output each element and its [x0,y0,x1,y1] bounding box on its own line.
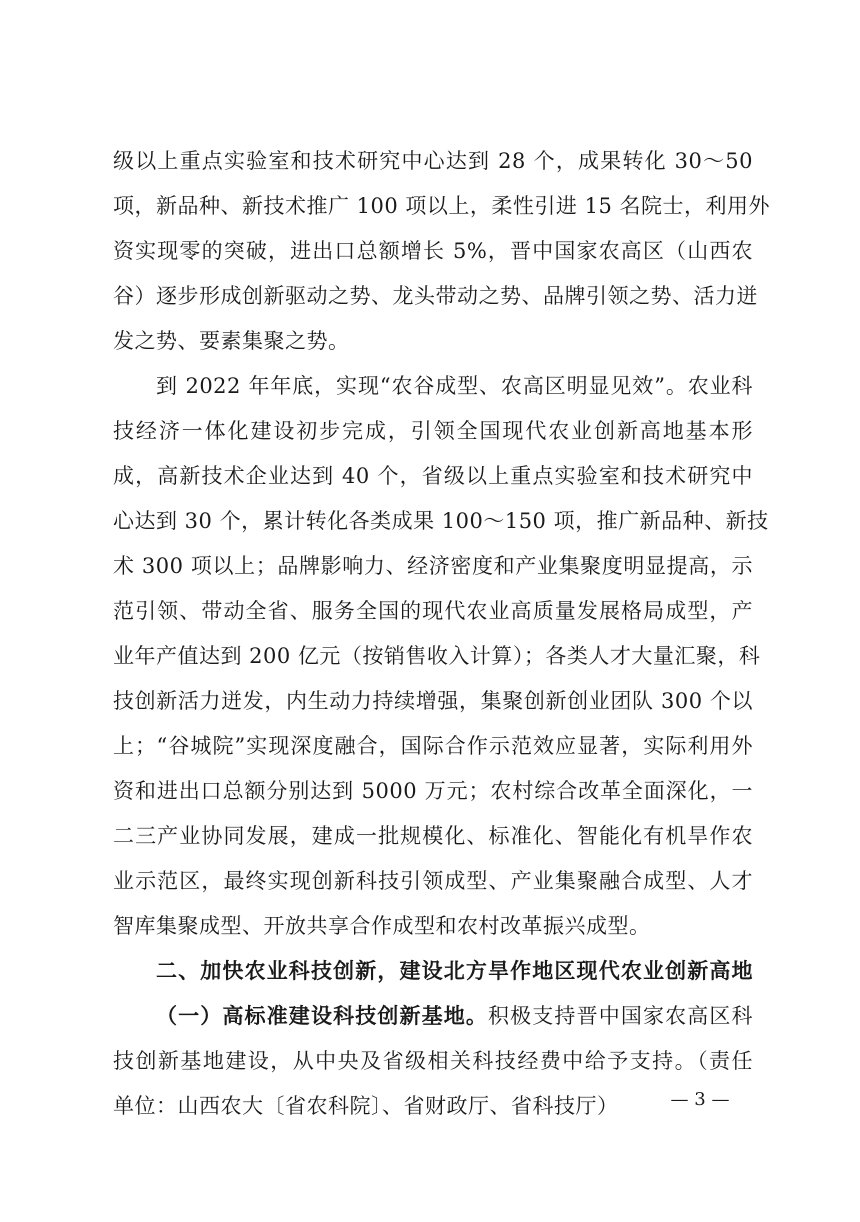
text-line: 单位：山西农大〔省农科院〕、省财政厅、省科技厅） [113,1094,619,1118]
subsection-title: （一）高标准建设科技创新基地。 [156,1004,489,1028]
text-line: 到 2022 年年底，实现“农谷成型、农高区明显见效”。农业科 [156,374,753,398]
text-line: 资和进出口总额分别达到 5000 万元；农村综合改革全面深化，一 [113,779,753,803]
text-line: 智库集聚成型、开放共享合作成型和农村改革振兴成型。 [113,914,651,938]
text-line: 业年产值达到 200 亿元（按销售收入计算）；各类人才大量汇聚，科 [113,644,761,668]
text-line [156,1001,753,1031]
text-line: 技创新活力迸发，内生动力持续增强，集聚创新创业团队 300 个以 [113,689,753,713]
text-line: 二三产业协同发展，建成一批规模化、标准化、智能化有机旱作农 [113,824,753,848]
text-line: 资实现零的突破，进出口总额增长 5%，晋中国家农高区（山西农 [113,239,753,263]
text-line: 术 300 项以上；品牌影响力、经济密度和产业集聚度明显提高，示 [113,554,753,578]
text-line: 技经济一体化建设初步完成，引领全国现代农业创新高地基本形 [113,419,753,443]
text-line: 心达到 30 个，累计转化各类成果 100～150 项，推广新品种、新技 [113,509,769,533]
text-line: 发之势、要素集聚之势。 [113,329,350,353]
text-line: 业示范区，最终实现创新科技引领成型、产业集聚融合成型、人才 [113,869,753,893]
page-number: — 3 — [670,1089,730,1110]
text-line: 项，新品种、新技术推广 100 项以上，柔性引进 15 名院士，利用外 [113,194,771,218]
text-line: 级以上重点实验室和技术研究中心达到 28 个，成果转化 30～50 [113,149,753,173]
text-line: 成，高新技术企业达到 40 个，省级以上重点实验室和技术研究中 [113,464,753,488]
text-line: 上；“谷城院”实现深度融合，国际合作示范效应显著，实际利用外 [113,734,753,758]
section-heading: 二、加快农业科技创新，建设北方旱作地区现代农业创新高地 [156,959,753,983]
text-span: 积极支持晋中国家农高区科 [488,1004,754,1028]
text-line: 范引领、带动全省、服务全国的现代农业高质量发展格局成型，产 [113,599,753,623]
text-line: 技创新基地建设，从中央及省级相关科技经费中给予支持。（责任 [113,1049,753,1073]
text-line: 谷）逐步形成创新驱动之势、龙头带动之势、品牌引领之势、活力迸 [113,284,758,308]
